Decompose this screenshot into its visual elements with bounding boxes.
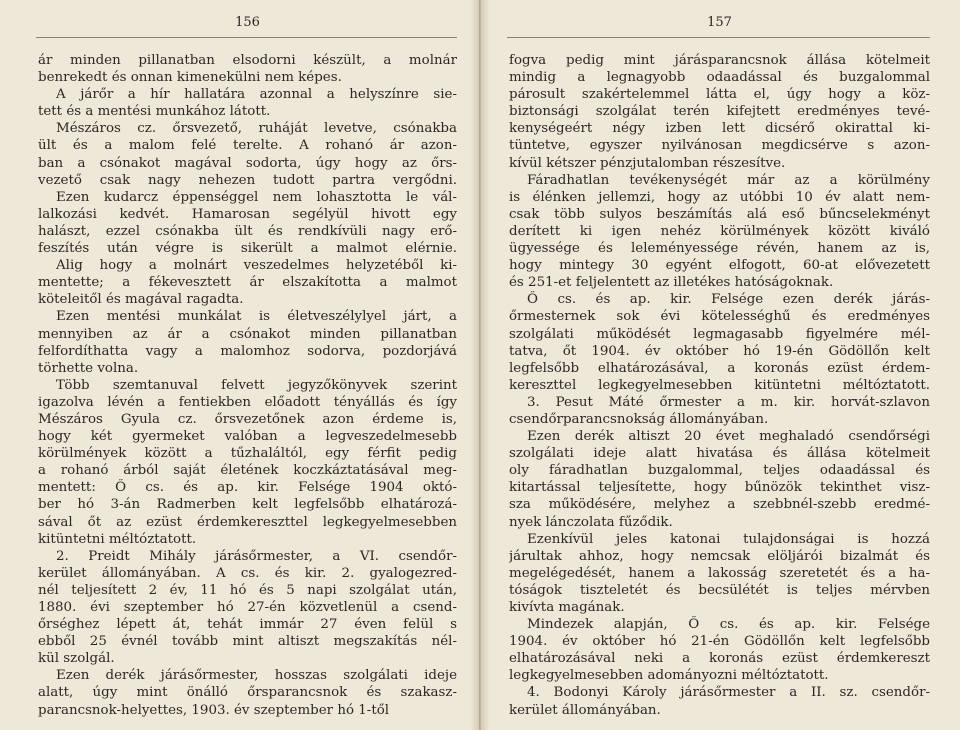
page-number-left: 156 bbox=[235, 15, 260, 30]
left-page-text bbox=[38, 52, 457, 719]
text-line: Ezenkívül jeles katonai tulajdonságai is hozzá bbox=[527, 531, 930, 547]
text-line: tüntetve, egyszer nyilvánosan megdicsérve s azon- bbox=[509, 138, 930, 154]
text-line: ült és a malom felé terelte. A rohanó ár azon- bbox=[38, 138, 457, 154]
text-line: derített ki igen nehéz körülmények között kiváló bbox=[509, 223, 930, 239]
text-line: hogy két gyermeket valóban a legveszedelmesebb bbox=[38, 429, 457, 445]
text-line: feszítés után végre is sikerült a malmot elérnie. bbox=[38, 241, 457, 257]
text-line: tóságok tiszteletét és becsülétét is teljes mérvben bbox=[509, 582, 930, 598]
text-line: párosult szakértelemmel látta el, úgy hogy a köz- bbox=[509, 87, 930, 103]
text-line: csendőrparancsnokság állományában. bbox=[509, 411, 769, 427]
text-line: 4. Bodonyi Károly járásőrmester a II. sz. csendőr- bbox=[527, 685, 930, 701]
text-line: hogy mintegy 30 egyént elfogott, 60-at elővezetett bbox=[509, 258, 930, 274]
header-rule-right bbox=[507, 37, 930, 38]
text-line: őrmesternek sok évi kötelességhű és eredményes bbox=[509, 309, 930, 325]
text-line: Fáradhatlan tevékenységét már az a körülmény bbox=[527, 172, 930, 188]
text-line: mennyiben az ár a csónakot minden pillanatban bbox=[38, 326, 457, 342]
text-line: ügyessége és leleményessége révén, hanem az is, bbox=[509, 241, 930, 257]
text-line: mentett: Ő cs. és ap. kir. Felsége 1904 októ- bbox=[38, 480, 457, 496]
header-rule-left bbox=[36, 37, 457, 38]
text-line: oly fáradhatlan buzgalommal, teljes odaadással és bbox=[509, 463, 930, 479]
right-page-text bbox=[509, 52, 930, 719]
text-line: A járőr a hír hallatára azonnal a helyszínre sie- bbox=[56, 87, 457, 103]
text-line: 1904. év október hó 21-én Gödöllőn kelt legfelsőbb bbox=[509, 634, 930, 650]
text-line: kivívta magának. bbox=[509, 600, 625, 615]
text-line: járultak ahhoz, hogy nemcsak elöljárói bizalmát és bbox=[509, 548, 930, 564]
text-line: kereszttel legkegyelmesebben kitüntetni méltóztatott. bbox=[509, 377, 930, 393]
text-line: alatt, úgy mint önálló őrsparancsnok és szakasz- bbox=[38, 685, 457, 701]
text-line: 2. Preidt Mihály járásőrmester, a VI. csendőr- bbox=[56, 548, 457, 564]
text-line: lalkozási kedvét. Hamarosan segélyül hivott egy bbox=[38, 206, 457, 222]
text-line: kerület állományában. A cs. és kir. 2. gyalogezred- bbox=[38, 565, 457, 581]
text-line: megelégedését, hanem a lakosság szeretetét és a ha- bbox=[509, 565, 930, 581]
text-line: parancsnok-helyettes, 1903. év szeptember hó 1-től bbox=[38, 702, 390, 718]
text-line: vezető csak nagy nehezen tudott partra vergődni. bbox=[38, 172, 457, 188]
text-line: is élénken jellemzi, hogy az utóbbi 10 év alatt nem- bbox=[509, 189, 930, 205]
text-line: Mészáros cz. őrsvezető, ruháját levetve, csónakba bbox=[56, 121, 457, 137]
text-line: a rohanó árból saját életének koczkáztatásával meg- bbox=[38, 463, 457, 479]
text-line: sával őt az ezüst érdemkereszttel legkegyelmesebben bbox=[38, 514, 457, 530]
text-line: törhette volna. bbox=[38, 360, 139, 376]
text-line: felfordíthatta vagy a malomhoz sodorva, pozdorjává bbox=[38, 343, 457, 359]
text-line: legfelsőbb elhatározásával, a koronás ezüst érdem- bbox=[509, 360, 930, 376]
text-line: szolgálati ideje alatt hivatása és állása kötelmeit bbox=[509, 446, 930, 462]
page-number-right: 157 bbox=[707, 15, 732, 30]
text-line: őrséghez lépett át, tehát immár 27 éven felül s bbox=[38, 617, 457, 633]
text-line: csak több sulyos beszámítás alá eső bűncselekményt bbox=[509, 206, 930, 222]
text-line: igazolva lévén a fentiekben előadott tényállás és így bbox=[38, 394, 457, 410]
text-line: Több szemtanuval felvett jegyzőkönyvek szerint bbox=[56, 377, 457, 393]
text-line: körülmények között a tűzhaláltól, egy férfit pedig bbox=[38, 446, 457, 462]
text-line: ban a csónakot magával sodorta, úgy hogy az őrs- bbox=[38, 155, 457, 171]
text-line: 1880. évi szeptember hó 27-én közvetlenül a csend- bbox=[38, 600, 457, 615]
text-line: és 251-et feljelentett az illetékes hatóságoknak. bbox=[509, 275, 834, 291]
text-line: kül szolgál. bbox=[38, 651, 115, 667]
text-line: kitüntetni méltóztatott. bbox=[38, 531, 197, 547]
text-line: 3. Pesut Máté őrmester a m. kir. horvát-szlavon bbox=[527, 394, 930, 410]
text-line: kívül kétszer pénzjutalomban részesítve. bbox=[509, 155, 786, 171]
text-line: biztonsági szolgálat terén kifejtett eredményes tevé- bbox=[509, 104, 930, 120]
text-line: Ezen derék járásőrmester, hosszas szolgálati ideje bbox=[56, 668, 457, 684]
book-gutter bbox=[470, 0, 490, 730]
text-line: halászt, ezzel csónakba ült és rendkívüli nagy erő- bbox=[38, 223, 457, 239]
text-line: fogva pedig mint járásparancsnok állása kötelmeit bbox=[509, 53, 930, 68]
text-line: Ő cs. és ap. kir. Felsége ezen derék járás- bbox=[527, 292, 930, 308]
text-line: Ezen mentési munkálat is életveszélylyel járt, a bbox=[56, 309, 457, 325]
text-line: Alig hogy a molnárt veszedelmes helyzetéből ki- bbox=[56, 258, 457, 274]
text-line: ár minden pillanatban elsodorni készült, a molnár bbox=[38, 53, 457, 68]
text-line: Mindezek alapján, Ő cs. és ap. kir. Felsége bbox=[527, 617, 930, 633]
text-line: kenységeért négy izben lett dicsérő okirattal ki- bbox=[509, 121, 930, 137]
text-line: mindig a legnagyobb odaadással és buzgalommal bbox=[509, 70, 930, 86]
text-line: ber hó 3-án Radmerben kelt legfelsőbb elhatározá- bbox=[38, 497, 457, 513]
text-line: sza működésére, melyhez a szebbnél-szebb eredmé- bbox=[509, 497, 930, 513]
text-line: nyek lánczolata fűződik. bbox=[509, 514, 673, 530]
text-line: Ezen kudarcz éppenséggel nem lohasztotta le vál- bbox=[56, 189, 457, 205]
text-line: köteleitől és magával ragadta. bbox=[38, 292, 244, 308]
text-line: tett és a mentési munkához látott. bbox=[38, 104, 271, 120]
text-line: mentette; a fékevesztett ár elszakította a malmot bbox=[38, 275, 457, 291]
text-line: szolgálati működését legmagasabb figyelmére mél- bbox=[509, 326, 930, 342]
text-line: nél teljesített 2 év, 11 hó és 5 napi szolgálat után, bbox=[38, 582, 457, 598]
text-line: benrekedt és onnan kimenekülni nem képes. bbox=[38, 70, 342, 86]
text-line: ebből 25 évnél tovább mint altiszt megszakítás nél- bbox=[38, 634, 457, 650]
text-line: elhatározásával neki a koronás ezüst érdemkereszt bbox=[509, 651, 930, 667]
text-line: legkegyelmesebben adományozni méltóztatott. bbox=[509, 668, 829, 684]
text-line: kitartással teljesítette, hogy bűnözök tekinthet visz- bbox=[509, 480, 930, 496]
text-line: tatva, őt 1904. év október hó 19-én Gödöllőn kelt bbox=[509, 343, 930, 359]
text-line: Ezen derék altiszt 20 évet meghaladó csendőrségi bbox=[527, 429, 930, 445]
text-line: Mészáros Gyula cz. őrsvezetőnek azon érdeme is, bbox=[38, 411, 457, 427]
text-line: kerület állományában. bbox=[509, 702, 661, 718]
right-page bbox=[480, 0, 960, 730]
